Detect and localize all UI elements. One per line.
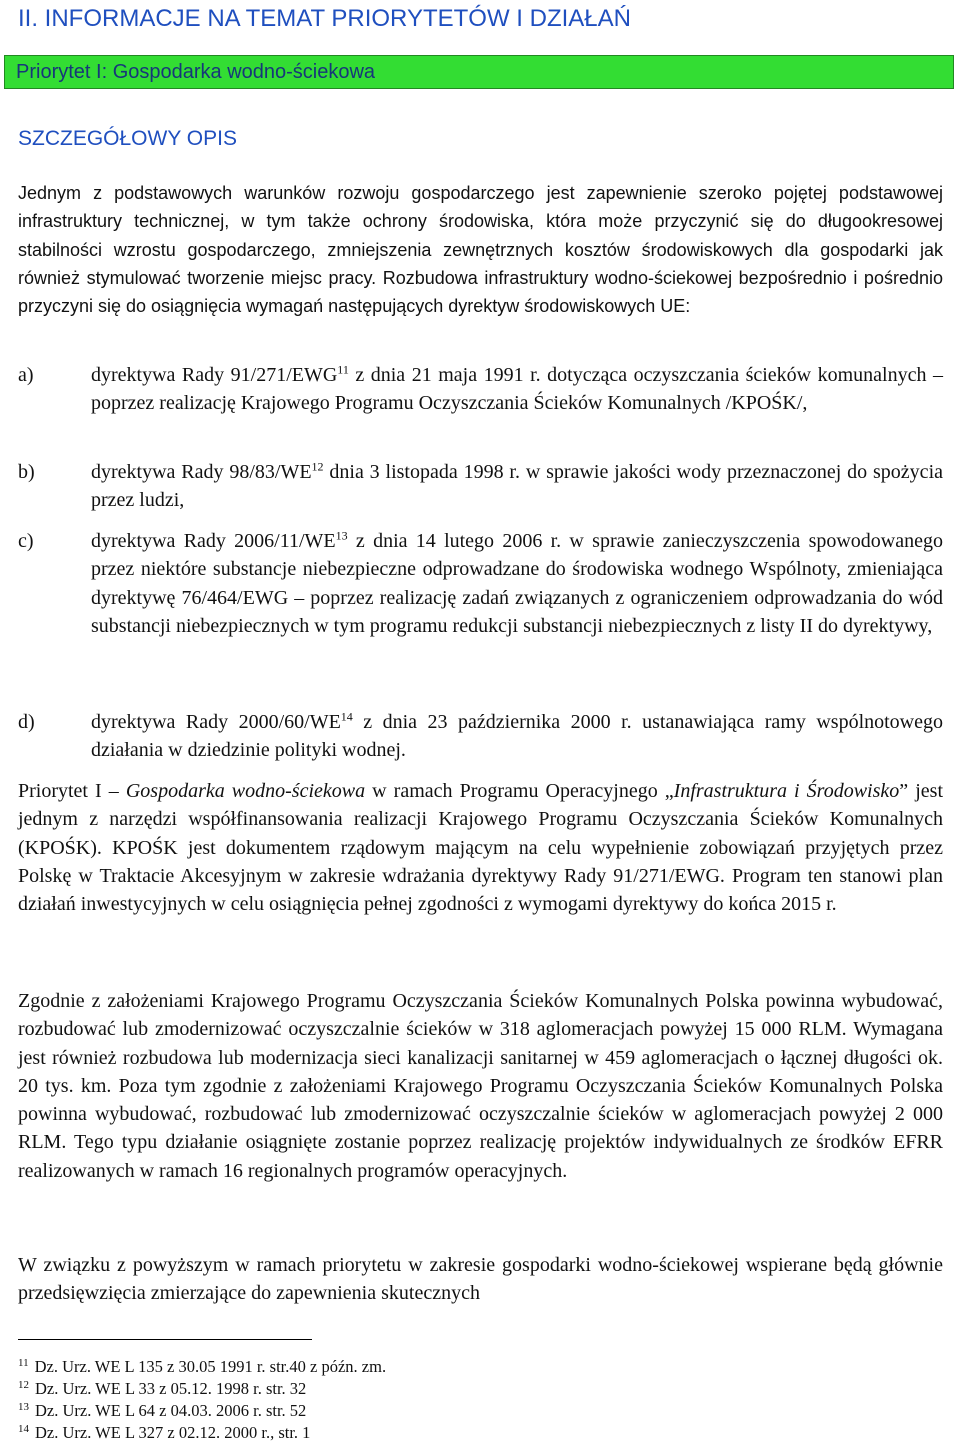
directive-text-rest: dnia 3 listopada 1998 r. w sprawie jakości wody przeznaczonej do spożycia przez ludzi,	[91, 461, 943, 512]
directive-item-a	[18, 361, 943, 418]
directive-label: c)	[18, 530, 34, 552]
priority-description-paragraph: Priorytet I – Gospodarka wodno-ściekowa w ramach Programu Operacyjnego „Infrastruktura i Środowisko” jest jednym z narzędzi współfinansowania realizacji Krajowego Programu Oczyszczania Ścieków Komunalnych (KPOŚK). KPOŚK jest dokumentem rządowym mającym na celu wypełnienie zobowiązań przyjętych przez Polskę w Traktacie Akcesyjnym w zakresie wdrażania dyrektywy Rady 91/271/EWG. Program ten stanowi plan działań inwestycyjnych w celu osiągnięcia pełnej zgodności z wymogami dyrektywy do końca 2015 r.	[18, 780, 943, 916]
directive-text-rest: z dnia 14 lutego 2006 r. w sprawie zanieczyszczenia spowodowanego przez niektóre substancje niebezpieczne odprowadzane do środowiska wodnego Wspólnoty, zmieniająca dyrektywę 76/464/EWG – poprzez realizację zadań związanych z ograniczeniem odprowadzania do wód substancji niebezpiecznych w tym programu redukcji substancji niebezpiecznych z listy II do dyrektywy,	[91, 530, 943, 637]
footnote-number: 13	[18, 1400, 29, 1413]
footnote-item	[18, 1400, 306, 1422]
footnote-text: Dz. Urz. WE L 33 z 05.12. 1998 r. str. 32	[35, 1379, 307, 1398]
directive-text-rest: z dnia 21 maja 1991 r. dotycząca oczyszczania ścieków komunalnych – poprzez realizację Krajowego Programu Oczyszczania Ścieków Komunalnych /KPOŚK/,	[91, 364, 943, 415]
footnote-ref: 13	[335, 528, 348, 543]
footnote-item	[18, 1356, 386, 1378]
footnote-ref: 12	[311, 459, 324, 474]
priority-title: Priorytet I: Gospodarka wodno-ściekowa	[16, 61, 376, 83]
footnote-text: Dz. Urz. WE L 64 z 04.03. 2006 r. str. 52	[35, 1401, 307, 1420]
footnote-ref: 11	[337, 362, 349, 377]
directive-text: dyrektywa Rady 2006/11/WE	[91, 530, 336, 552]
directive-label: d)	[18, 711, 35, 733]
directive-item-d	[18, 708, 943, 765]
footnote-item	[18, 1422, 310, 1444]
footnote-number: 11	[18, 1356, 29, 1369]
directive-item-b	[18, 458, 943, 515]
subsection-title: SZCZEGÓŁOWY OPIS	[18, 127, 237, 150]
intro-paragraph: Jednym z podstawowych warunków rozwoju gospodarczego jest zapewnienie szeroko pojętej podstawowej infrastruktury technicznej, w tym także ochrony środowiska, która może przyczynić się do długookresowej stabilności wzrostu gospodarczego, zmniejszenia zewnętrznych kosztów środowiskowych dla gospodarki jak również stymulować tworzenie miejsc pracy. Rozbudowa infrastruktury wodno-ściekowej bezpośrednio i pośrednio przyczyni się do osiągnięcia wymagań następujących dyrektyw środowiskowych UE:	[18, 183, 943, 317]
footnote-text: Dz. Urz. WE L 327 z 02.12. 2000 r., str. 1	[35, 1423, 311, 1442]
footnote-number: 14	[18, 1422, 29, 1435]
footnote-number: 12	[18, 1378, 29, 1391]
directive-text-rest: z dnia 23 października 2000 r. ustanawiająca ramy wspólnotowego działania w dziedzinie polityki wodnej.	[91, 711, 944, 762]
directive-item-c	[18, 527, 943, 640]
footnote-item	[18, 1378, 306, 1400]
footnote-ref: 14	[340, 709, 353, 724]
program-name-italic: Infrastruktura i Środowisko	[673, 780, 900, 802]
directive-text: dyrektywa Rady 2000/60/WE	[91, 711, 341, 733]
directive-label: b)	[18, 461, 35, 483]
footnote-separator	[18, 1339, 312, 1340]
section-title: II. INFORMACJE NA TEMAT PRIORYTETÓW I DZIAŁAŃ	[18, 5, 631, 32]
support-paragraph: W związku z powyższym w ramach priorytetu w zakresie gospodarki wodno-ściekowej wspierane będą głównie przedsięwzięcia zmierzające do zapewnienia skutecznych	[18, 1254, 943, 1305]
kposk-paragraph: Zgodnie z założeniami Krajowego Programu Oczyszczania Ścieków Komunalnych Polska powinna wybudować, rozbudować lub zmodernizować oczyszczalnie ścieków w 318 aglomeracjach powyżej 15 000 RLM. Wymagana jest również rozbudowa lub modernizacja sieci kanalizacji sanitarnej w 459 aglomeracjach o łącznej długości ok. 20 tys. km. Poza tym zgodnie z założeniami Krajowego Programu Oczyszczania Ścieków Komunalnych Polska powinna wybudować, rozbudować lub zmodernizować oczyszczalnie ścieków w aglomeracjach powyżej 2 000 RLM. Tego typu działanie osiągnięte zostanie poprzez realizację projektów indywidualnych ze środków EFRR realizowanych w ramach 16 regionalnych programów operacyjnych.	[18, 990, 943, 1182]
directive-text: dyrektywa Rady 91/271/EWG	[91, 364, 338, 386]
priority-name-italic: Gospodarka wodno-ściekowa	[125, 780, 366, 802]
footnote-text: Dz. Urz. WE L 135 z 30.05 1991 r. str.40 z późn. zm.	[34, 1357, 387, 1376]
directive-label: a)	[18, 364, 34, 386]
directive-text: dyrektywa Rady 98/83/WE	[91, 461, 312, 483]
